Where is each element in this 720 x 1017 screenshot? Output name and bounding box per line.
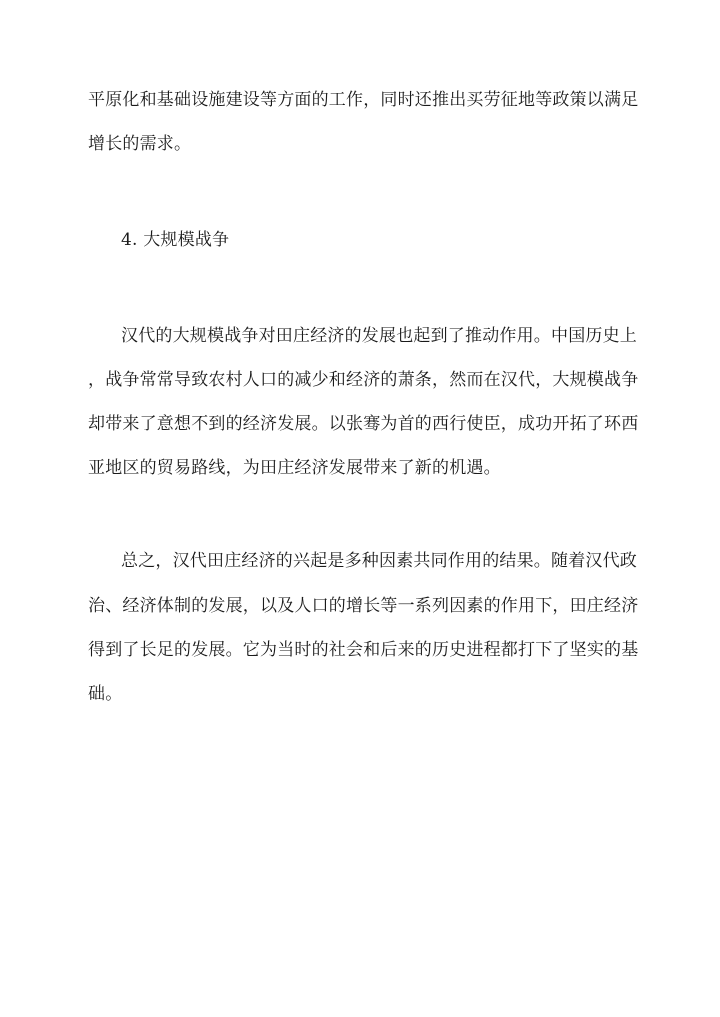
text-line: 得到了长足的发展。它为当时的社会和后来的历史进程都打下了坚实的基: [88, 640, 639, 660]
text-line: 却带来了意想不到的经济发展。以张骞为首的西行使臣，成功开拓了环西: [88, 414, 639, 434]
text-line: 治、经济体制的发展，以及人口的增长等一系列因素的作用下，田庄经济: [88, 596, 639, 616]
text-line: 平原化和基础设施建设等方面的工作，同时还推出买劳征地等政策以满足: [88, 90, 639, 110]
text-line: 础。: [88, 684, 123, 704]
section-heading: 4. 大规模战争: [121, 230, 230, 250]
text-line: 汉代的大规模战争对田庄经济的发展也起到了推动作用。中国历史上: [121, 326, 637, 346]
text-line: 增长的需求。: [88, 134, 192, 154]
text-line: 总之，汉代田庄经济的兴起是多种因素共同作用的结果。随着汉代政: [121, 551, 637, 571]
text-line: 亚地区的贸易路线，为田庄经济发展带来了新的机遇。: [88, 458, 501, 478]
text-line: ，战争常常导致农村人口的减少和经济的萧条，然而在汉代，大规模战争: [88, 370, 639, 390]
